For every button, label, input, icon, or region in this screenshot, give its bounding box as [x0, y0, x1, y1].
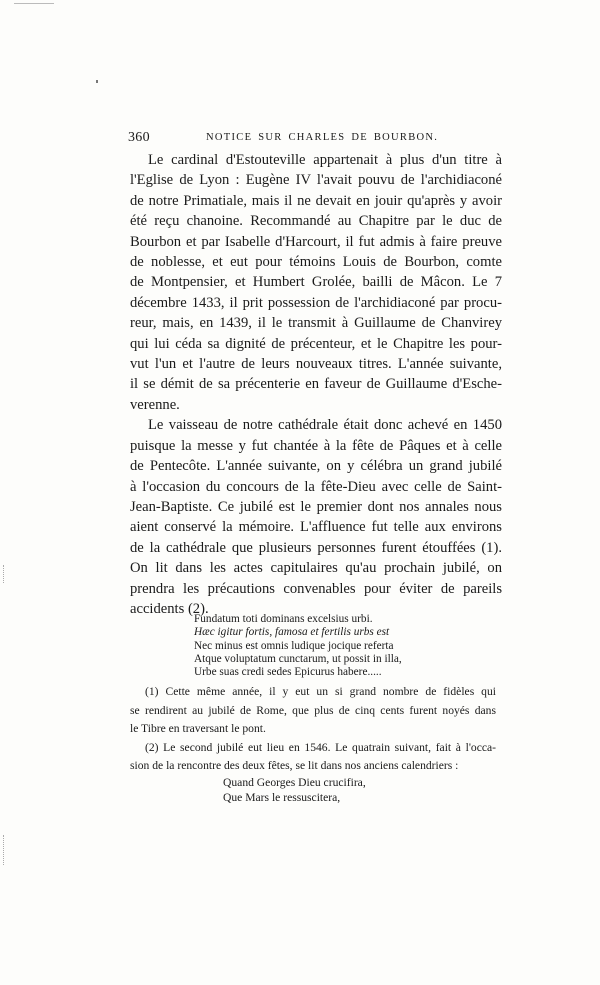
footnote-line: (2) Le second jubilé eut lieu en 1546. Le quatrain suivant, fait à l'occa- — [145, 740, 496, 754]
text-line: aient conservé la mémoire. L'affluence fut telle aux environs — [130, 519, 502, 536]
verse-line: Atque voluptatum cunctarum, ut possit in illa, — [194, 652, 402, 665]
text-line: reur, mais, en 1439, il le transmit à Guillaume de Chanvirey — [130, 315, 502, 332]
footnote-2 — [130, 739, 496, 776]
footnote-quatrain — [130, 776, 496, 805]
page-header — [128, 130, 503, 148]
text-line: à l'occasion du concours de la fête-Dieu avec celle de Saint- — [130, 478, 502, 495]
text-line: décembre 1433, il prit possession de l'archidiaconé par procu- — [130, 294, 502, 311]
text-line: vut l'un et l'autre de leurs nouveaux titres. L'année suivante, — [130, 356, 502, 373]
footnotes — [130, 683, 496, 805]
footnote-line: (1) Cette même année, il y eut un si grand nombre de fidèles qui — [145, 685, 496, 698]
footnote-line: se rendirent au jubilé de Rome, que plus de cinq cents furent noyés dans — [130, 703, 496, 717]
page-number: 360 — [128, 130, 150, 145]
margin-mark — [3, 835, 9, 865]
text-line: Jean-Baptiste. Ce jubilé est le premier dont nos annales nous — [130, 498, 502, 515]
text-line: qui lui céda sa dignité de précenteur, et le Chapitre les pour- — [130, 335, 502, 352]
verse-line: Nec minus est omnis ludique jocique referta — [194, 639, 394, 652]
latin-verse — [194, 613, 494, 679]
verse-line: Urbe suas credi sedes Epicurus habere..... — [194, 666, 382, 679]
quatrain-line: Que Mars le ressuscitera, — [223, 790, 341, 804]
verse-line: Fundatum toti dominans excelsius urbi. — [194, 613, 373, 625]
body-text — [130, 150, 502, 619]
text-line: puisque la messe y fut chantée à la fête de Pâques et à celle — [130, 437, 502, 454]
text-line: il se démit de sa précenterie en faveur de Guillaume d'Esche- — [130, 376, 502, 393]
footnote-line: le Tibre en traversant le pont. — [130, 722, 266, 736]
running-title: NOTICE SUR CHARLES DE BOURBON. — [206, 132, 439, 143]
text-line: de Pentecôte. L'année suivante, on y célébra un grand jubilé — [130, 458, 502, 475]
verse-line: Hæc igitur fortis, famosa et fertilis urbs est — [194, 626, 390, 639]
text-line: verenne. — [130, 396, 180, 413]
text-line: de la cathédrale que plusieurs personnes furent étouffées (1). — [130, 539, 502, 556]
text-line: de noblesse, et eut pour témoins Louis de Bourbon, comte — [130, 254, 502, 271]
text-line: de notre Primatiale, mais il ne devait en jouir qu'après y avoir — [130, 192, 502, 209]
footnote-1 — [130, 683, 496, 739]
footnote-line: sion de la rencontre des deux fêtes, se lit dans nos anciens calendriers : — [130, 759, 459, 773]
ink-speck — [96, 80, 98, 83]
text-line: Le vaisseau de notre cathédrale était donc achevé en 1450 — [148, 417, 502, 434]
text-line: Le cardinal d'Estouteville appartenait à plus d'un titre à — [148, 152, 502, 168]
text-line: accidents (2). — [130, 600, 209, 617]
text-line: prendra les précautions convenables pour éviter de pareils — [130, 580, 502, 597]
quatrain-line: Quand Georges Dieu crucifira, — [223, 775, 366, 789]
ink-speck — [14, 3, 54, 4]
margin-mark — [3, 565, 9, 583]
text-line: l'Eglise de Lyon : Eugène IV l'avait pouvu de l'archidiaconé — [130, 172, 502, 189]
text-line: On lit dans les actes capitulaires qu'au prochain jubilé, on — [130, 560, 502, 577]
text-line: de Montpensier, et Humbert Grolée, bailli de Mâcon. Le 7 — [130, 274, 502, 291]
text-line: Bourbon et par Isabelle d'Harcourt, il fut admis à faire preuve — [130, 233, 502, 250]
text-line: été reçu chanoine. Recommandé au Chapitre par le duc de — [130, 213, 502, 230]
paragraph-2 — [130, 415, 502, 619]
paragraph-1 — [130, 150, 502, 415]
